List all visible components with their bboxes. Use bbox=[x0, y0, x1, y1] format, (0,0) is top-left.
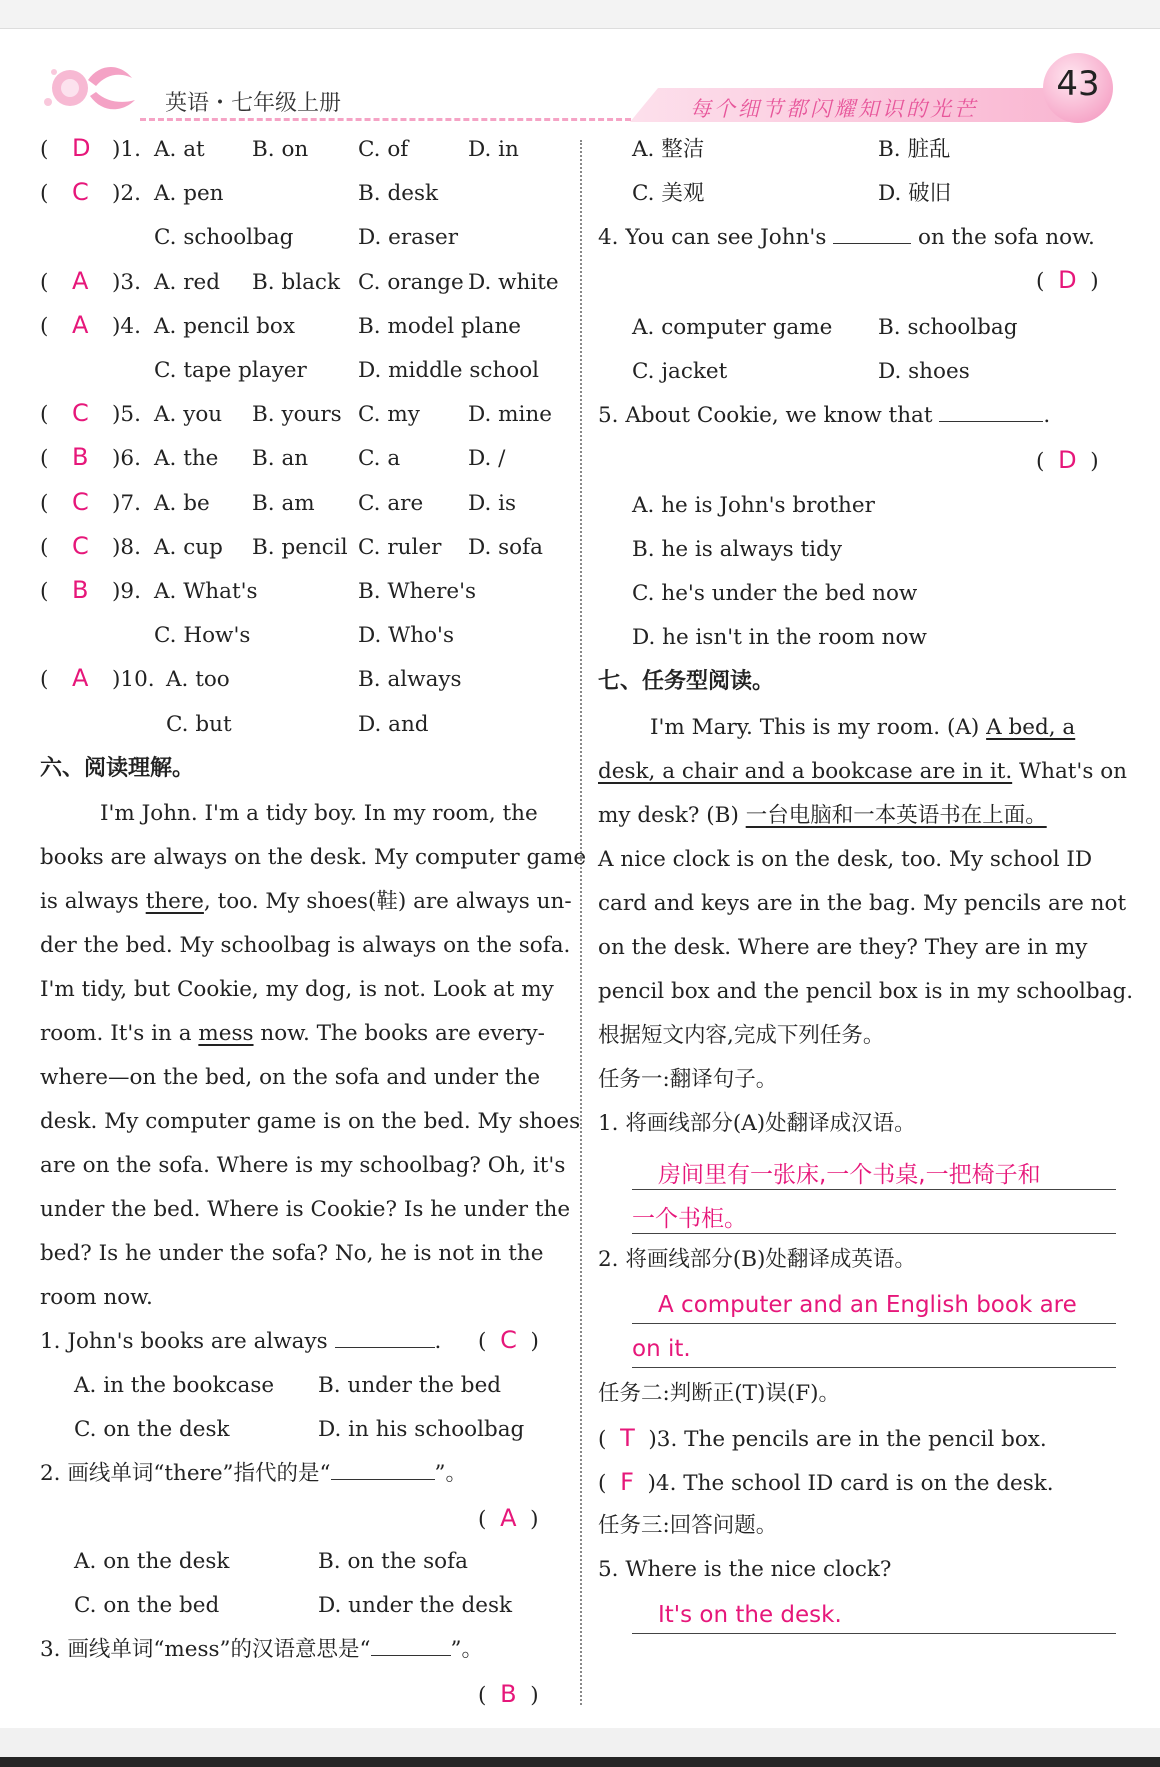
task-passage-line bbox=[598, 802, 1047, 830]
answer-blank[interactable] bbox=[335, 1329, 435, 1348]
question-text: 2. 画线单词“there”指代的是“ bbox=[40, 1461, 331, 1486]
task1-title: 任务一:翻译句子。 bbox=[598, 1067, 778, 1092]
option-a: C. schoolbag bbox=[154, 225, 294, 250]
option-c: C. are bbox=[358, 491, 424, 516]
option-d: D. in his schoolbag bbox=[318, 1417, 525, 1442]
task-passage-line: card and keys are in the bag. My pencils are not bbox=[598, 891, 1127, 916]
task3-title: 任务三:回答问题。 bbox=[598, 1513, 778, 1538]
option-d: D. white bbox=[468, 270, 559, 295]
question-3 bbox=[40, 1636, 483, 1664]
answer-mark: C bbox=[72, 488, 89, 516]
passage-line: room now. bbox=[40, 1285, 153, 1310]
handwritten-answer: 一个书柜。 bbox=[632, 1206, 747, 1232]
question-end: ”。 bbox=[434, 1461, 468, 1486]
option-b: B. under the bed bbox=[318, 1373, 502, 1398]
question-text: 3. 画线单词“mess”的汉语意思是“ bbox=[40, 1637, 371, 1662]
question-number: )4. bbox=[112, 314, 141, 339]
option-a: A. What's bbox=[154, 579, 258, 604]
section6-title: 六、阅读理解。 bbox=[40, 756, 195, 781]
bracket-open: ( bbox=[478, 1507, 487, 1532]
bracket-open: ( bbox=[478, 1329, 487, 1354]
bracket-open: ( bbox=[40, 270, 49, 295]
option-c: C. jacket bbox=[632, 359, 728, 384]
passage-line: are on the sofa. Where is my schoolbag? Oh, it's bbox=[40, 1153, 566, 1178]
book-title: 英语・七年级上册 bbox=[165, 91, 342, 116]
bracket-open: ( bbox=[40, 446, 49, 471]
flower-ornament-icon bbox=[40, 58, 140, 120]
option-a: A. in the bookcase bbox=[74, 1373, 275, 1398]
question-end: . bbox=[1043, 403, 1051, 428]
option-d: D. / bbox=[468, 446, 506, 471]
option-a: A. too bbox=[166, 667, 230, 692]
passage-line bbox=[40, 888, 572, 916]
option-b: D. and bbox=[358, 712, 429, 737]
option-c: C. a bbox=[358, 446, 401, 471]
option-b: B. black bbox=[252, 270, 340, 295]
option-b: B. am bbox=[252, 491, 315, 516]
option-c: C. my bbox=[358, 402, 420, 427]
passage-line: books are always on the desk. My computer game bbox=[40, 845, 587, 870]
answer-line bbox=[632, 1367, 1116, 1368]
bracket-open: ( bbox=[1036, 449, 1045, 474]
option-a: C. How's bbox=[154, 623, 251, 648]
option-d: D. he isn't in the room now bbox=[632, 625, 927, 650]
task1-question-1: 1. 将画线部分(A)处翻译成汉语。 bbox=[598, 1111, 916, 1136]
question-number: )1. bbox=[112, 137, 141, 162]
answer-mark: T bbox=[620, 1424, 635, 1452]
bracket-open: ( bbox=[40, 314, 49, 339]
option-b: D. eraser bbox=[358, 225, 458, 250]
option-b: B. yours bbox=[252, 402, 342, 427]
answer-line bbox=[632, 1189, 1116, 1190]
option-b: D. middle school bbox=[358, 358, 540, 383]
option-d: D. 破旧 bbox=[878, 181, 952, 206]
question-number: )7. bbox=[112, 491, 141, 516]
option-a: A. red bbox=[154, 270, 220, 295]
option-b: B. always bbox=[358, 667, 462, 692]
handwritten-answer: 房间里有一张床,一个书桌,一把椅子和 bbox=[658, 1162, 1041, 1188]
question-4 bbox=[598, 224, 1095, 252]
bracket-close: ) bbox=[1090, 269, 1099, 294]
bracket-close: ) bbox=[530, 1329, 539, 1354]
option-a: A. pen bbox=[154, 181, 224, 206]
answer-bracket bbox=[1036, 266, 1099, 296]
answer-blank[interactable] bbox=[331, 1461, 435, 1480]
passage-text: is always bbox=[40, 889, 146, 914]
question-end: ”。 bbox=[450, 1637, 484, 1662]
item-text: )4. The school ID card is on the desk. bbox=[647, 1471, 1054, 1496]
passage-text: my desk? (B) bbox=[598, 803, 746, 828]
answer-mark: D bbox=[1058, 446, 1077, 474]
page-number: 43 bbox=[1056, 64, 1100, 104]
passage-line: bed? Is he under the sofa? No, he is not in the bbox=[40, 1241, 544, 1266]
question-2 bbox=[40, 1460, 467, 1488]
passage-line: der the bed. My schoolbag is always on the sofa. bbox=[40, 933, 571, 958]
passage-text: What's on bbox=[1012, 759, 1127, 784]
handwritten-answer: on it. bbox=[632, 1336, 691, 1362]
option-c: C. orange bbox=[358, 270, 464, 295]
option-a: A. be bbox=[154, 491, 210, 516]
option-c: C. on the desk bbox=[74, 1417, 230, 1442]
bracket-open: ( bbox=[40, 181, 49, 206]
option-b: B. model plane bbox=[358, 314, 522, 339]
answer-mark: B bbox=[72, 576, 89, 604]
answer-mark: B bbox=[72, 443, 89, 471]
option-a: A. the bbox=[154, 446, 219, 471]
option-d: D. is bbox=[468, 491, 517, 516]
option-d: D. shoes bbox=[878, 359, 970, 384]
option-a: A. on the desk bbox=[74, 1549, 230, 1574]
passage-line: I'm John. I'm a tidy boy. In my room, the bbox=[100, 801, 538, 826]
bracket-open: ( bbox=[40, 667, 49, 692]
answer-mark: D bbox=[1058, 266, 1077, 294]
passage-line: under the bed. Where is Cookie? Is he under the bbox=[40, 1197, 571, 1222]
answer-mark: A bbox=[72, 267, 89, 295]
option-b: B. 脏乱 bbox=[878, 137, 951, 162]
underlined-part-a: desk, a chair and a bookcase are in it. bbox=[598, 759, 1013, 784]
task2-item-3 bbox=[598, 1424, 1047, 1454]
option-c: C. on the bed bbox=[74, 1593, 220, 1618]
answer-mark: C bbox=[72, 532, 89, 560]
question-number: )10. bbox=[112, 667, 155, 692]
task-passage-line: on the desk. Where are they? They are in my bbox=[598, 935, 1088, 960]
question-text: 5. About Cookie, we know that bbox=[598, 403, 933, 428]
option-b: D. Who's bbox=[358, 623, 454, 648]
task-passage-line bbox=[598, 758, 1127, 786]
answer-mark: C bbox=[72, 178, 89, 206]
answer-mark: B bbox=[500, 1680, 517, 1708]
question-number: )5. bbox=[112, 402, 141, 427]
passage-text: room. It's in a bbox=[40, 1021, 199, 1046]
option-a: A. 整洁 bbox=[632, 137, 705, 162]
passage-line: where—on the bed, on the sofa and under the bbox=[40, 1065, 541, 1090]
bracket-close: ) bbox=[530, 1507, 539, 1532]
answer-mark: D bbox=[72, 134, 91, 162]
option-a: C. but bbox=[166, 712, 232, 737]
answer-blank[interactable] bbox=[371, 1637, 451, 1656]
bracket-open: ( bbox=[598, 1471, 607, 1496]
bracket-open: ( bbox=[40, 137, 49, 162]
answer-mark: A bbox=[72, 311, 89, 339]
question-number: )2. bbox=[112, 181, 141, 206]
bracket-open: ( bbox=[40, 535, 49, 560]
task-passage-line: A nice clock is on the desk, too. My school ID bbox=[598, 847, 1093, 872]
option-b: B. pencil bbox=[252, 535, 348, 560]
option-a: A. pencil box bbox=[154, 314, 295, 339]
option-c: C. of bbox=[358, 137, 409, 162]
answer-line bbox=[632, 1323, 1116, 1324]
bracket-close: ) bbox=[530, 1683, 539, 1708]
question-number: )6. bbox=[112, 446, 141, 471]
passage-text: , too. My shoes(鞋) are always un- bbox=[203, 889, 572, 914]
answer-blank[interactable] bbox=[833, 225, 911, 244]
task2-item-4 bbox=[598, 1468, 1054, 1498]
question-1 bbox=[40, 1328, 441, 1356]
option-c: C. ruler bbox=[358, 535, 442, 560]
question-end: . bbox=[434, 1329, 442, 1354]
item-text: )3. The pencils are in the pencil box. bbox=[648, 1427, 1047, 1452]
option-a: A. you bbox=[154, 402, 223, 427]
bracket-open: ( bbox=[598, 1427, 607, 1452]
handwritten-answer: It's on the desk. bbox=[658, 1602, 842, 1628]
question-number: )3. bbox=[112, 270, 141, 295]
answer-line bbox=[632, 1633, 1116, 1634]
bracket-open: ( bbox=[40, 491, 49, 516]
answer-mark: F bbox=[620, 1468, 634, 1496]
task2-title: 任务二:判断正(T)误(F)。 bbox=[598, 1381, 841, 1406]
option-d: D. sofa bbox=[468, 535, 543, 560]
task1-question-2: 2. 将画线部分(B)处翻译成英语。 bbox=[598, 1247, 916, 1272]
bottom-bar bbox=[0, 1757, 1160, 1767]
answer-mark: C bbox=[72, 399, 89, 427]
option-a: C. tape player bbox=[154, 358, 307, 383]
answer-blank[interactable] bbox=[939, 403, 1043, 422]
question-5 bbox=[598, 402, 1050, 430]
option-b: B. an bbox=[252, 446, 309, 471]
bracket-open: ( bbox=[1036, 269, 1045, 294]
option-a: A. he is John's brother bbox=[632, 493, 875, 518]
answer-bracket bbox=[478, 1680, 539, 1710]
option-a: A. at bbox=[154, 137, 205, 162]
answer-mark: A bbox=[500, 1504, 517, 1532]
underlined-word-there: there bbox=[145, 889, 204, 914]
question-number: )8. bbox=[112, 535, 141, 560]
underlined-part-b: 一台电脑和一本英语书在上面。 bbox=[745, 803, 1047, 828]
bracket-open: ( bbox=[40, 579, 49, 604]
underlined-part-a: A bed, a bbox=[986, 715, 1076, 740]
underlined-word-mess: mess bbox=[198, 1021, 254, 1046]
question-text: 4. You can see John's bbox=[598, 225, 827, 250]
option-b: B. desk bbox=[358, 181, 439, 206]
task-passage-line bbox=[650, 714, 1075, 742]
answer-bracket bbox=[1036, 446, 1099, 476]
option-a: A. cup bbox=[154, 535, 223, 560]
task-passage-line: pencil box and the pencil box is in my schoolbag. bbox=[598, 979, 1134, 1004]
option-b: B. Where's bbox=[358, 579, 477, 604]
answer-mark: A bbox=[72, 664, 89, 692]
option-d: D. in bbox=[468, 137, 519, 162]
bracket-open: ( bbox=[40, 402, 49, 427]
question-number: )9. bbox=[112, 579, 141, 604]
bottom-margin bbox=[0, 1728, 1160, 1767]
option-d: D. under the desk bbox=[318, 1593, 513, 1618]
answer-mark: C bbox=[500, 1326, 517, 1354]
bracket-close: ) bbox=[1090, 449, 1099, 474]
passage-line: I'm tidy, but Cookie, my dog, is not. Look at my bbox=[40, 977, 554, 1002]
answer-line bbox=[632, 1233, 1116, 1234]
bracket-open: ( bbox=[478, 1683, 487, 1708]
section7-title: 七、任务型阅读。 bbox=[598, 669, 775, 694]
option-b: B. schoolbag bbox=[878, 315, 1018, 340]
question-text: 1. John's books are always bbox=[40, 1329, 328, 1354]
passage-line: desk. My computer game is on the bed. My shoes bbox=[40, 1109, 581, 1134]
option-b: B. on bbox=[252, 137, 309, 162]
header-slogan: 每个细节都闪耀知识的光芒 bbox=[690, 97, 978, 121]
passage-text: now. The books are every- bbox=[253, 1021, 545, 1046]
option-c: C. he's under the bed now bbox=[632, 581, 918, 606]
option-b: B. on the sofa bbox=[318, 1549, 468, 1574]
option-a: A. computer game bbox=[632, 315, 833, 340]
header-dashed-line bbox=[140, 118, 640, 121]
top-margin bbox=[0, 0, 1160, 28]
handwritten-answer: A computer and an English book are bbox=[658, 1292, 1077, 1318]
option-c: C. 美观 bbox=[632, 181, 705, 206]
question-end: on the sofa now. bbox=[918, 225, 1095, 250]
passage-text: I'm Mary. This is my room. (A) bbox=[650, 715, 987, 740]
column-divider bbox=[580, 140, 582, 1705]
task-instruction: 根据短文内容,完成下列任务。 bbox=[598, 1023, 885, 1048]
task3-question-5: 5. Where is the nice clock? bbox=[598, 1557, 892, 1582]
answer-bracket bbox=[478, 1504, 539, 1534]
option-d: D. mine bbox=[468, 402, 552, 427]
passage-line bbox=[40, 1020, 560, 1048]
answer-bracket bbox=[478, 1326, 539, 1356]
option-b: B. he is always tidy bbox=[632, 537, 842, 562]
